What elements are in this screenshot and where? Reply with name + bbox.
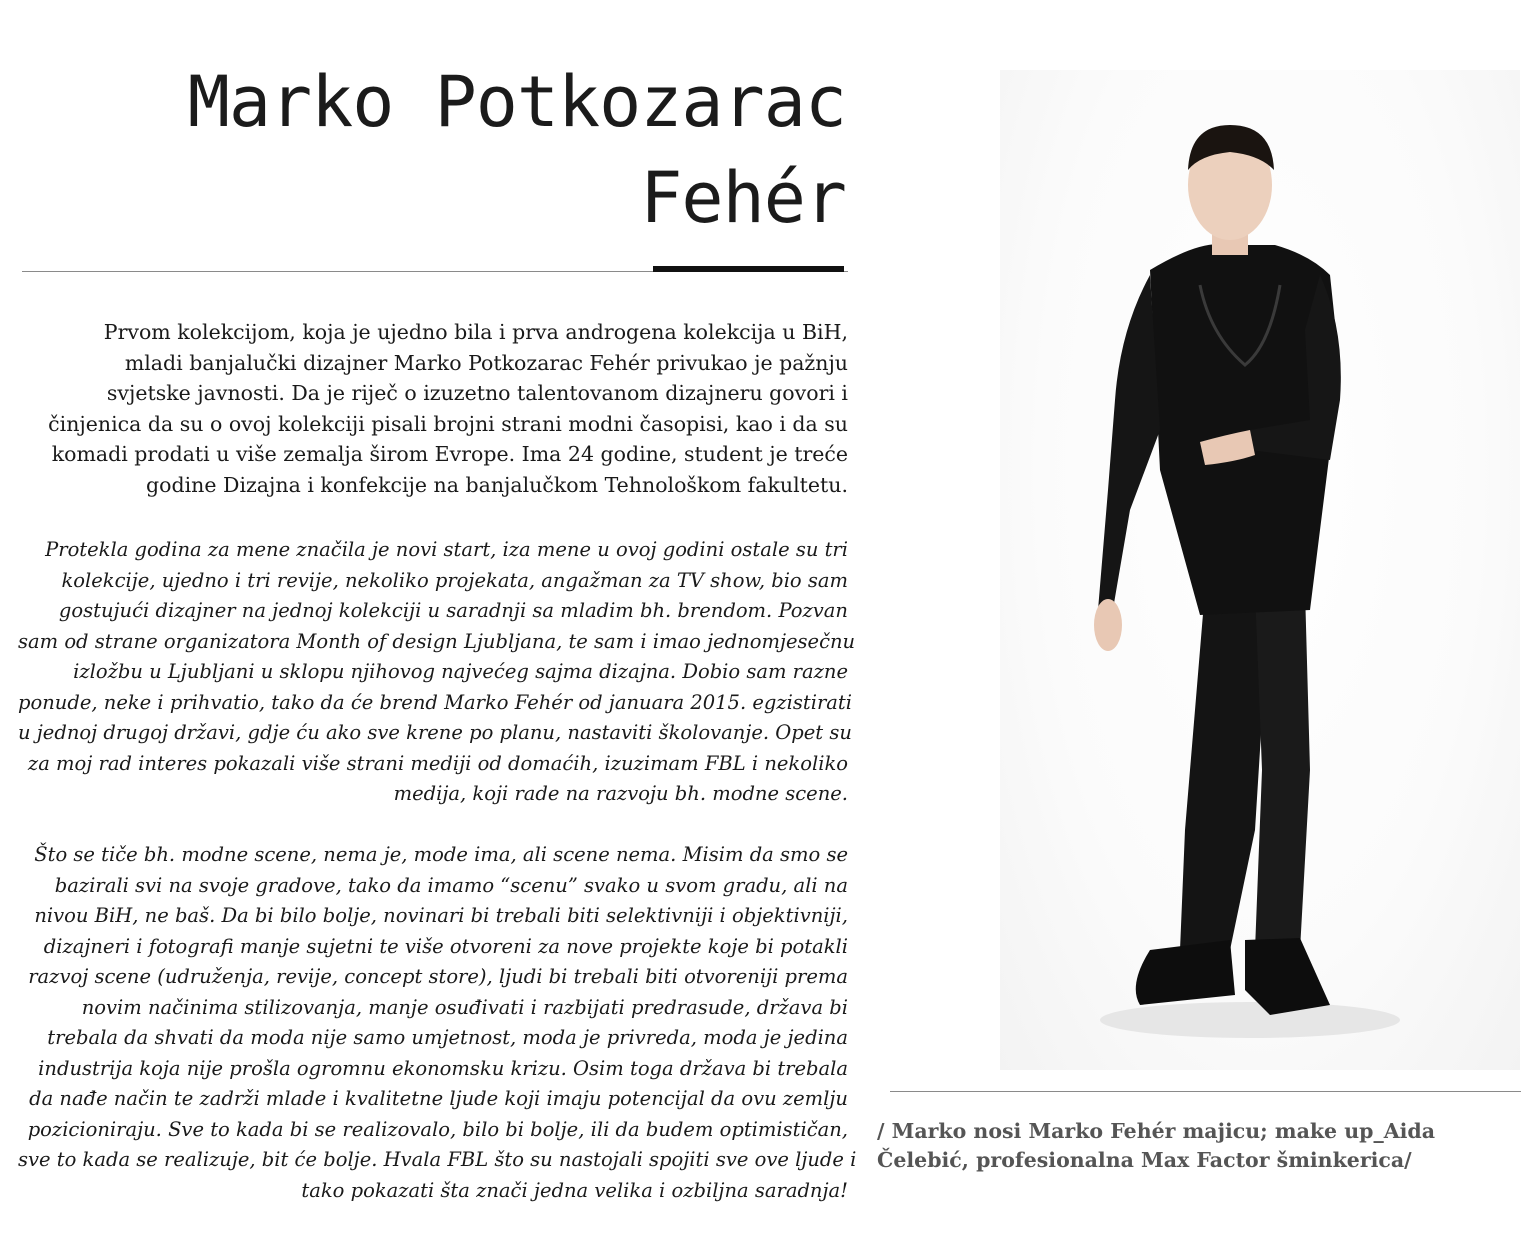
quote-line: ponude, neke i prihvatio, tako da će brend Marko Fehér od januara 2015. egzistirati — [18, 690, 852, 714]
quote-line: gostujući dizajner na jednoj kolekciji u saradnji sa mladim bh. brendom. Pozvan — [58, 599, 848, 622]
caption-divider — [890, 1091, 1521, 1092]
left-hand — [1094, 599, 1122, 651]
quote-line: izložbu u Ljubljani u sklopu njihovog najvećeg sajma dizajna. Dobio sam razne — [73, 660, 848, 683]
quote-line: pozicioniraju. Sve to kada bi se realizovalo, bilo bi bolje, ili da budem optimističan, — [27, 1117, 848, 1141]
quote-line: bazirali svi na svoje gradove, tako da imamo “scenu” svako u svom gradu, ali na — [54, 873, 848, 897]
floor-shadow — [1100, 1002, 1400, 1038]
quote-line: kolekcije, ujedno i tri revije, nekoliko projekata, angažman za TV show, bio sam — [61, 568, 848, 592]
intro-paragraph — [18, 317, 848, 500]
quote-paragraph-1 — [18, 535, 856, 810]
title-divider-accent — [653, 266, 844, 272]
intro-line: komadi prodati u više zemalja širom Evrope. Ima 24 godine, student je treće — [51, 442, 848, 466]
quote-line: da nađe način te zadrži mlade i kvalitetne ljude koji imaju potencijal da ovu zemlju — [29, 1087, 848, 1110]
right-leg — [1255, 590, 1310, 950]
quote-line: trebala da shvati da moda nije samo umjetnost, moda je privreda, moda je jedina — [47, 1026, 848, 1049]
intro-line: Prvom kolekcijom, koja je ujedno bila i prva androgena kolekcija u BiH, — [103, 320, 848, 344]
photo-caption — [877, 1117, 1497, 1175]
title-line-1: Marko Potkozarac — [187, 61, 846, 143]
quote-line: novim načinima stilizovanja, manje osuđivati i razbijati predrasude, država bi — [81, 995, 848, 1019]
intro-line: svjetske javnosti. Da je riječ o izuzetno talentovanom dizajneru govori i — [106, 381, 848, 405]
left-arm — [1098, 275, 1160, 615]
quote-line: Protekla godina za mene značila je novi start, iza mene u ovoj godini ostale su tri — [45, 538, 848, 561]
quote-line: nivou BiH, ne baš. Da bi bilo bolje, novinari bi trebali biti selektivniji i objektivniji, — [34, 904, 848, 927]
portrait-photo — [1000, 70, 1520, 1070]
quote-line: sve to kada se realizuje, bit će bolje. Hvala FBL što su nastojali spojiti sve ove ljude i — [18, 1148, 857, 1171]
quote-paragraph-2 — [18, 840, 857, 1206]
intro-line: mladi banjalučki dizajner Marko Potkozarac Fehér privukao je pažnju — [124, 350, 848, 375]
intro-line: činjenica da su o ovoj kolekciji pisali brojni strani modni časopisi, kao i da su — [48, 411, 848, 436]
quote-line: razvoj scene (udruženja, revije, concept store), ljudi bi trebali biti otvoreniji prema — [28, 965, 848, 988]
intro-line: godine Dizajna i konfekcije na banjalučkom Tehnološkom fakultetu. — [146, 472, 848, 497]
quote-line: za moj rad interes pokazali više strani mediji od domaćih, izuzimam FBL i nekoliko — [27, 751, 848, 775]
quote-line: dizajneri i fotografi manje sujetni te više otvoreni za nove projekte koje bi potakli — [43, 934, 848, 958]
title-line-2: Fehér — [640, 157, 846, 239]
quote-line: u jednoj drugoj državi, gdje ću ako sve krene po planu, nastaviti školovanje. Opet su — [18, 721, 852, 744]
caption-line: Čelebić, profesionalna Max Factor šminkerica/ — [877, 1148, 1412, 1172]
left-shoe — [1136, 940, 1235, 1005]
quote-line: industrija koja nije prošla ogromnu ekonomsku krizu. Osim toga država bi trebala — [38, 1056, 848, 1080]
left-leg — [1180, 590, 1270, 950]
caption-line: / Marko nosi Marko Fehér majicu; make up_Aida — [877, 1119, 1436, 1143]
quote-line: sam od strane organizatora Month of design Ljubljana, te sam i imao jednomjesečnu — [18, 629, 856, 653]
quote-line: Što se tiče bh. modne scene, nema je, mode ima, ali scene nema. Misim da smo se — [34, 843, 848, 866]
quote-line: tako pokazati šta znači jedna velika i ozbiljna saradnja! — [301, 1178, 848, 1202]
portrait-figure — [1000, 70, 1520, 1070]
quote-line: medija, koji rade na razvoju bh. modne scene. — [393, 782, 848, 805]
